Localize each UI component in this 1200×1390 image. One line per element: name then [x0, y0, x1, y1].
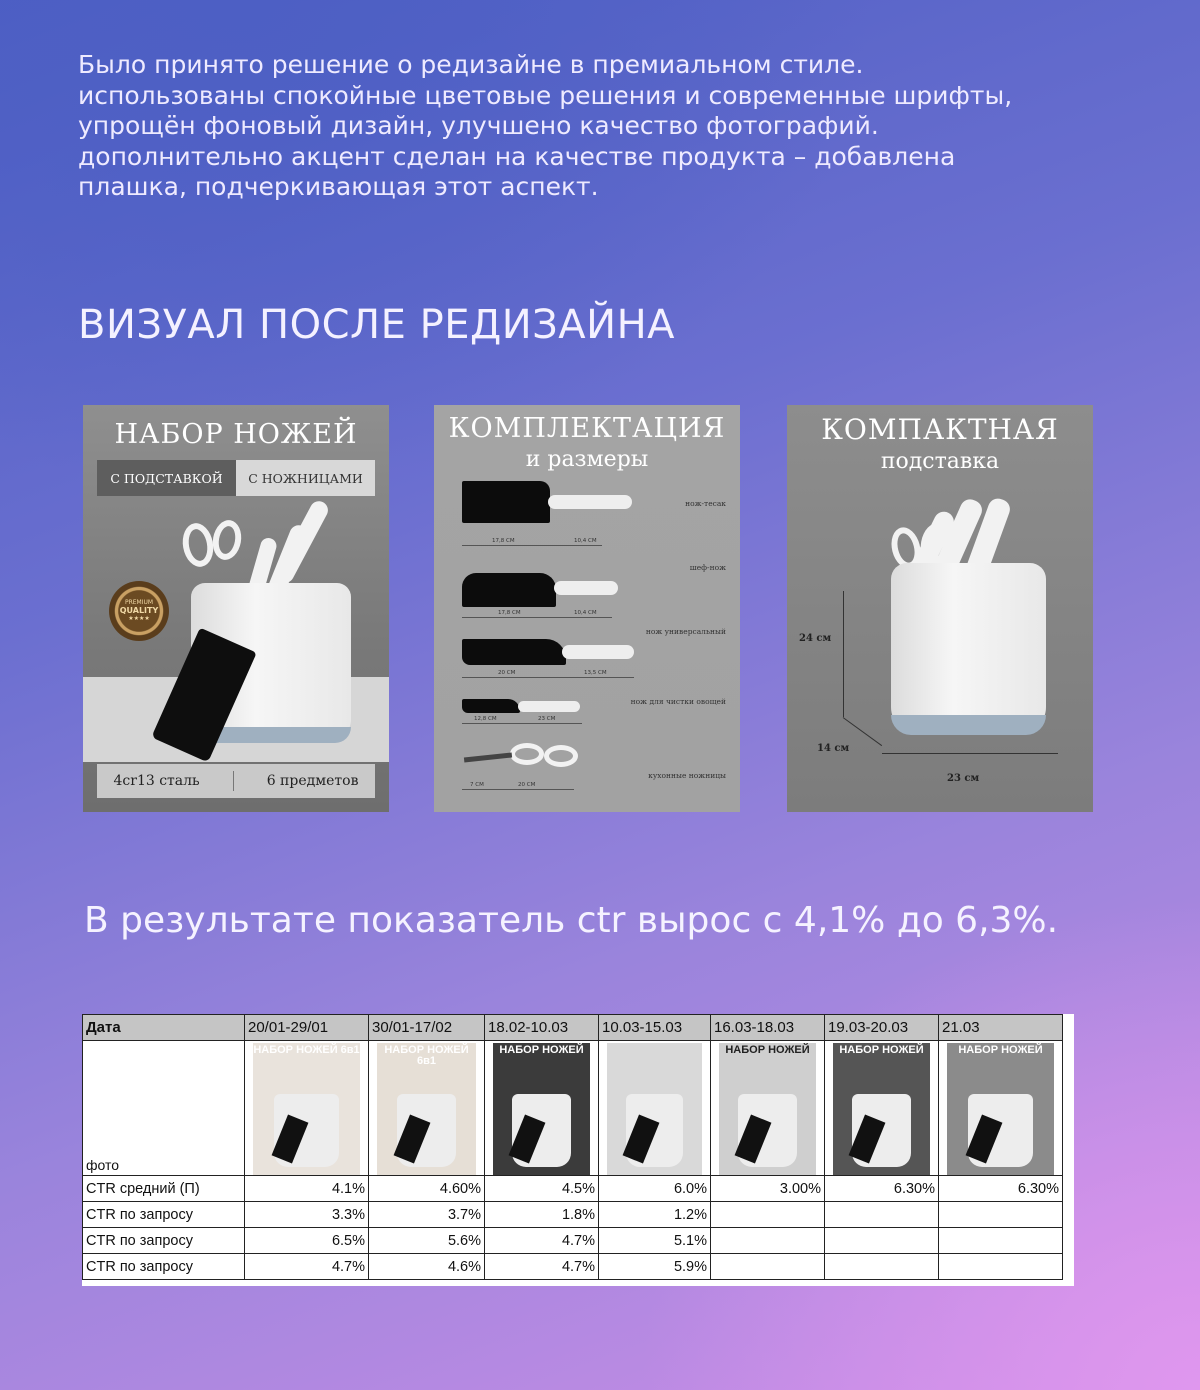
steel-label: 4cr13 сталь — [113, 773, 200, 789]
table-cell: 4.5% — [485, 1176, 599, 1202]
dimension-text: 23 СМ — [538, 716, 556, 722]
table-cell: 4.7% — [245, 1254, 369, 1280]
table-cell: 4.7% — [485, 1228, 599, 1254]
scissors-blade — [464, 753, 512, 763]
card-subtitle: и размеры — [525, 447, 649, 472]
tag-with-stand: С ПОДСТАВКОЙ — [97, 460, 236, 496]
paring-knife-image — [462, 699, 580, 713]
premium-quality-badge: PREMIUM QUALITY ★★★★ — [109, 581, 169, 641]
dimension-text: 10,4 СМ — [574, 610, 597, 616]
row-label: CTR средний (П) — [83, 1176, 245, 1202]
ctr-table — [82, 1014, 1063, 1280]
table-cell: 1.8% — [485, 1202, 599, 1228]
photo-label: фото — [83, 1041, 245, 1176]
card-footer — [97, 764, 375, 798]
table-header-period: 21.03 — [939, 1015, 1063, 1041]
chef-knife-image — [462, 573, 618, 603]
table-header-period: 20/01-29/01 — [245, 1015, 369, 1041]
knife-label: нож для чистки овощей — [630, 697, 726, 706]
intro-line: плашка, подчеркивающая этот аспект. — [78, 172, 599, 201]
product-card-contents — [434, 405, 740, 812]
result-text: В результате показатель ctr вырос с 4,1% до 6,3%. — [84, 900, 1059, 941]
table-cell — [711, 1202, 825, 1228]
cleaver-image — [462, 487, 632, 517]
thumbnail: НАБОР НОЖЕЙ 6в1 — [369, 1041, 484, 1175]
dimension-text: 20 СМ — [498, 670, 516, 676]
thumbnail: НАБОР НОЖЕЙ — [939, 1041, 1062, 1175]
row-label: CTR по запросу — [83, 1202, 245, 1228]
card-title: НАБОР НОЖЕЙ — [114, 419, 358, 450]
table-cell — [825, 1254, 939, 1280]
height-label: 24 см — [799, 633, 832, 644]
scissors-ring-icon — [544, 745, 578, 767]
width-label: 23 см — [947, 773, 980, 784]
table-header-period: 10.03-15.03 — [599, 1015, 711, 1041]
table-cell: 6.5% — [245, 1228, 369, 1254]
ctr-table-container — [82, 1014, 1074, 1286]
dimension-line — [462, 723, 582, 724]
table-row — [83, 1228, 1063, 1254]
knife-label: нож-тесак — [685, 499, 726, 508]
thumbnail-cell — [825, 1041, 939, 1176]
width-axis — [882, 753, 1058, 754]
table-cell: 4.1% — [245, 1176, 369, 1202]
thumbnail: НАБОР НОЖЕЙ 6в1 — [245, 1041, 368, 1175]
table-header-period: 18.02-10.03 — [485, 1015, 599, 1041]
table-row — [83, 1254, 1063, 1280]
row-label: CTR по запросу — [83, 1254, 245, 1280]
intro-text — [78, 50, 1078, 203]
dimension-text: 20 СМ — [518, 782, 536, 788]
table-cell: 3.7% — [369, 1202, 485, 1228]
table-row — [83, 1202, 1063, 1228]
dimension-line — [462, 617, 612, 618]
product-card-knife-set — [83, 405, 389, 812]
table-cell: 4.6% — [369, 1254, 485, 1280]
height-axis — [843, 591, 844, 717]
table-cell — [711, 1254, 825, 1280]
intro-line: Было принято решение о редизайне в премиальном стиле. — [78, 50, 864, 79]
table-cell: 6.30% — [939, 1176, 1063, 1202]
table-cell: 3.00% — [711, 1176, 825, 1202]
table-cell: 6.30% — [825, 1176, 939, 1202]
dimension-line — [462, 789, 574, 790]
thumbnail-cell — [599, 1041, 711, 1176]
table-cell: 4.60% — [369, 1176, 485, 1202]
depth-axis — [843, 717, 882, 746]
scissors-ring-icon — [510, 743, 544, 765]
dimension-line — [462, 677, 634, 678]
dimension-text: 13,5 СМ — [584, 670, 607, 676]
dimension-line — [462, 545, 602, 546]
card-title: КОМПАКТНАЯ — [821, 413, 1059, 446]
dimension-text: 12,8 СМ — [474, 716, 497, 722]
card-subtitle: подставка — [880, 449, 1000, 474]
table-row-photos — [83, 1041, 1063, 1176]
intro-line: использованы спокойные цветовые решения и современные шрифты, — [78, 80, 1013, 110]
knife-label: шеф-нож — [689, 563, 726, 572]
thumbnail-cell — [939, 1041, 1063, 1176]
divider — [233, 771, 234, 791]
table-cell — [825, 1228, 939, 1254]
table-cell — [711, 1228, 825, 1254]
table-header-period: 30/01-17/02 — [369, 1015, 485, 1041]
product-card-stand — [787, 405, 1093, 812]
tag-with-scissors: С НОЖНИЦАМИ — [236, 460, 375, 496]
dimension-text: 7 СМ — [470, 782, 484, 788]
knife-label: кухонные ножницы — [648, 771, 726, 780]
table-header-period: 16.03-18.03 — [711, 1015, 825, 1041]
table-cell: 3.3% — [245, 1202, 369, 1228]
thumbnail-cell — [711, 1041, 825, 1176]
utility-knife-image — [462, 639, 634, 665]
section-title: ВИЗУАЛ ПОСЛЕ РЕДИЗАЙНА — [78, 302, 676, 348]
thumbnail: НАБОР НОЖЕЙ — [825, 1041, 938, 1175]
table-cell — [939, 1228, 1063, 1254]
thumbnail — [599, 1041, 710, 1175]
card-title: КОМПЛЕКТАЦИЯ — [448, 413, 726, 444]
table-cell: 5.6% — [369, 1228, 485, 1254]
row-label: CTR по запросу — [83, 1228, 245, 1254]
table-cell — [825, 1202, 939, 1228]
depth-label: 14 см — [817, 743, 850, 754]
table-cell: 6.0% — [599, 1176, 711, 1202]
badge-top-text: PREMIUM — [124, 599, 154, 606]
intro-line: упрощён фоновый дизайн, улучшено качество фотографий. — [78, 111, 879, 140]
thumbnail: НАБОР НОЖЕЙ — [711, 1041, 824, 1175]
table-cell: 5.9% — [599, 1254, 711, 1280]
knife-handle — [273, 498, 331, 586]
dimension-text: 10,4 СМ — [574, 538, 597, 544]
table-header-period: 19.03-20.03 — [825, 1015, 939, 1041]
badge-main-text: QUALITY — [119, 606, 159, 615]
scissors-ring-icon — [210, 518, 245, 562]
table-cell: 4.7% — [485, 1254, 599, 1280]
table-cell: 1.2% — [599, 1202, 711, 1228]
scissors-ring-icon — [179, 521, 216, 570]
table-cell: 5.1% — [599, 1228, 711, 1254]
table-row — [83, 1176, 1063, 1202]
intro-line: дополнительно акцент сделан на качестве продукта – добавлена — [78, 141, 956, 171]
dimension-text: 17,8 СМ — [492, 538, 515, 544]
table-cell — [939, 1254, 1063, 1280]
tag-row — [97, 460, 375, 496]
table-header-date: Дата — [83, 1015, 245, 1041]
thumbnail-cell — [485, 1041, 599, 1176]
knife-label: нож универсальный — [645, 627, 726, 636]
table-header-row — [83, 1015, 1063, 1041]
thumbnail-cell — [245, 1041, 369, 1176]
thumbnail: НАБОР НОЖЕЙ — [485, 1041, 598, 1175]
items-count-label: 6 предметов — [266, 773, 359, 789]
dimension-text: 17,8 СМ — [498, 610, 521, 616]
table-cell — [939, 1202, 1063, 1228]
thumbnail-cell — [369, 1041, 485, 1176]
knife-block — [891, 563, 1046, 735]
